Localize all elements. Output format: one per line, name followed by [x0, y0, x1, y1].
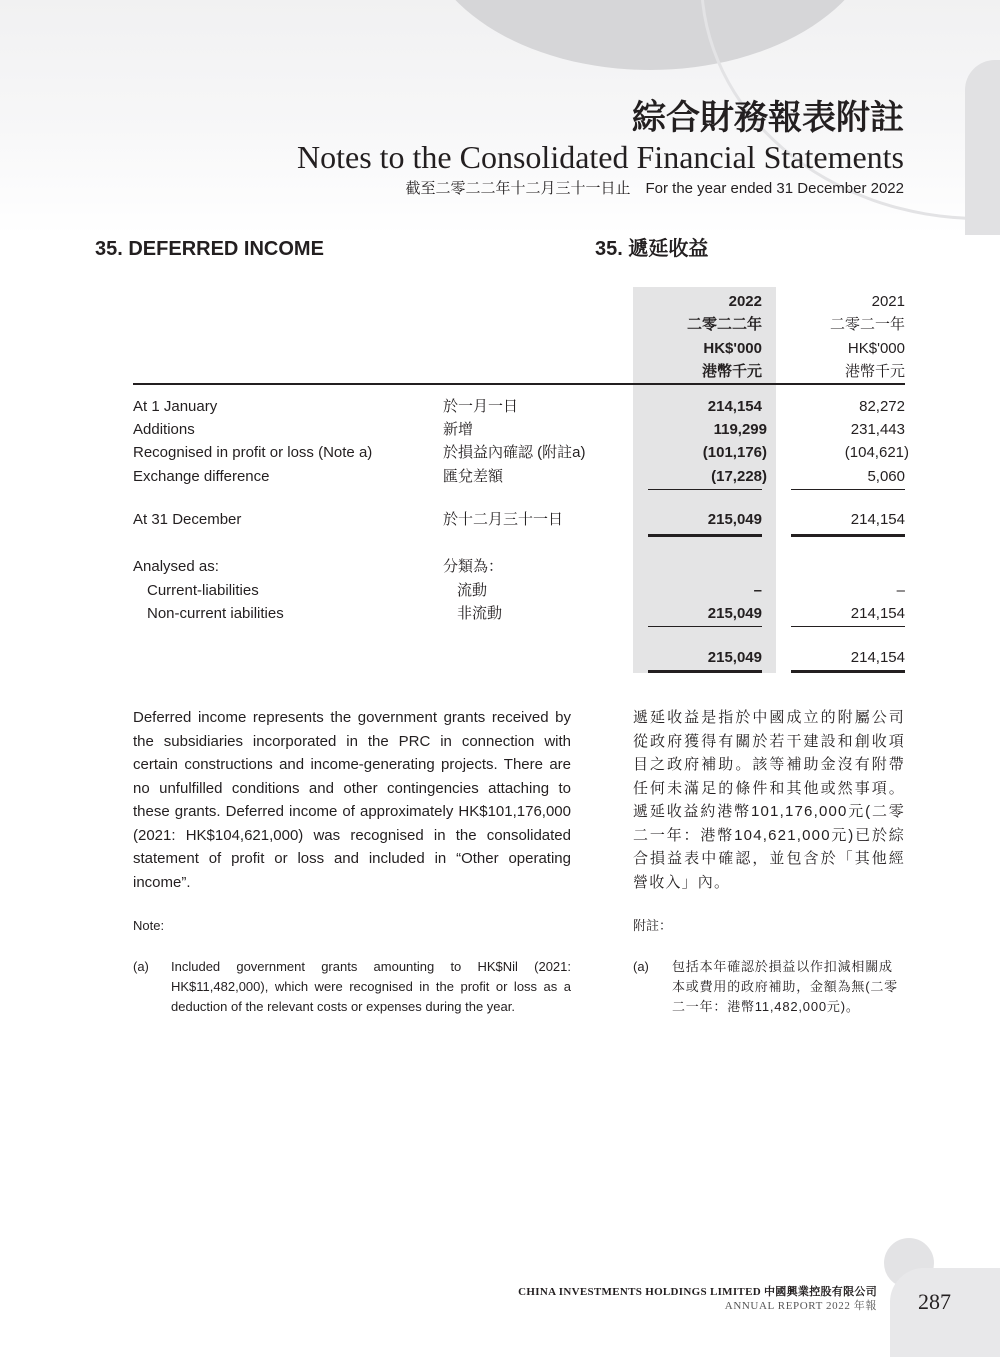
col-2021-year: 2021: [871, 293, 905, 310]
row-value-additions-2022: 119,299: [713, 421, 767, 438]
row-label-closing: At 31 December: [133, 511, 242, 528]
row-label-recognised: Recognised in profit or loss (Note a): [133, 444, 373, 461]
paragraph-cn: 遞延收益是指於中國成立的附屬公司從政府獲得有關於若干建設和創收項目之政府補助。該等補助金沒有附帶任何未滿足的條件和其他或然事項。遞延收益約港幣101,176,000元(二零二一年：港幣104,621,000元)已於綜合損益表中確認，並包含於「其他經營收入」內。: [633, 709, 905, 891]
row-value-closing-2022: 215,049: [707, 511, 762, 528]
note-text-cn: 包括本年確認於損益以作扣減相關成本或費用的政府補助，金額為無(二零二一年：港幣11,482,000元)。: [672, 959, 898, 1014]
col-2021-year-cn: 二零二一年: [829, 316, 905, 333]
footer-company: CHINA INVESTMENTS HOLDINGS LIMITED 中國興業控股有限公司: [518, 1286, 877, 1298]
row-value-noncurrent-2022: 215,049: [707, 605, 762, 622]
table-header-rule: [133, 383, 905, 385]
closing-double-rule-2022: [648, 534, 762, 537]
row-value-closing-2021: 214,154: [850, 511, 905, 528]
row-label-opening: At 1 January: [133, 398, 218, 415]
subtotal-rule-2022: [648, 489, 762, 490]
row-label-noncurrent: Non-current iabilities: [147, 605, 284, 622]
header-period: [405, 179, 904, 199]
subtotal-rule-2021: [791, 489, 905, 490]
col-2022-unit-cn: 港幣千元: [701, 363, 762, 380]
col-2022-year: 2022: [728, 293, 762, 310]
page-number: 287: [918, 1289, 951, 1314]
col-2022-unit: HK$'000: [703, 340, 762, 357]
header-period-en: For the year ended 31 December 2022: [645, 180, 904, 197]
row-value-exchange-2022: (17,228): [711, 468, 767, 485]
analysed-as-label: Analysed as:: [133, 558, 219, 575]
row-value-additions-2021: 231,443: [850, 421, 905, 438]
note-label-en: Note:: [133, 918, 165, 933]
row-label-current: Current-liabilities: [147, 582, 259, 599]
note-label-cn: 附註：: [633, 918, 673, 933]
row-label-current-cn: 流動: [457, 582, 488, 599]
row-label-exchange: Exchange difference: [133, 468, 270, 485]
row-label-additions: Additions: [133, 421, 195, 438]
closing-double-rule-2021: [791, 534, 905, 537]
section-title-cn: 35. 遞延收益: [595, 238, 709, 260]
note-text-en: Included government grants amounting to HK$Nil (2021: HK$11,482,000), which were recognised in the profit or loss as a deduction of the relevant costs or expenses during the year.: [171, 959, 571, 1014]
row-value-total-2021: 214,154: [850, 649, 905, 666]
row-value-current-2022: –: [753, 582, 762, 599]
paragraph-en: Deferred income represents the government grants received by the subsidiaries incorporated in the PRC in connection with certain constructions and income-generating projects. There are no unfulfilled conditions and other contingencies attaching to these grants. Deferred income of approximately HK$101,176,000 (2021: HK$104,621,000) was recognised in the consolidated statement of profit or loss and included in “Other operating income”.: [133, 709, 571, 891]
note-marker-en: (a): [133, 959, 149, 974]
header-title-cn: 綜合財務報表附註: [632, 99, 904, 137]
row-label-additions-cn: 新增: [443, 421, 474, 438]
row-value-recognised-2021: (104,621): [844, 444, 909, 461]
row-label-opening-cn: 於一月一日: [443, 398, 519, 415]
row-label-exchange-cn: 匯兌差額: [443, 468, 504, 485]
analysed-as-label-cn: 分類為：: [443, 558, 504, 575]
row-value-opening-2021: 82,272: [859, 398, 905, 415]
row-value-noncurrent-2021: 214,154: [850, 605, 905, 622]
note-marker-cn: (a): [633, 959, 649, 974]
row-value-recognised-2022: (101,176): [702, 444, 767, 461]
col-2022-year-cn: 二零二二年: [686, 316, 762, 333]
header-right-shape: [965, 60, 1000, 235]
col-2021-unit-cn: 港幣千元: [844, 363, 905, 380]
col-2021-unit: HK$'000: [847, 340, 905, 357]
analysis-rule-2022: [648, 626, 762, 627]
footer-report: ANNUAL REPORT 2022 年報: [724, 1300, 877, 1312]
row-value-opening-2022: 214,154: [707, 398, 762, 415]
row-label-noncurrent-cn: 非流動: [457, 605, 503, 622]
row-value-current-2021: –: [896, 582, 905, 599]
total-double-rule-2021: [791, 670, 905, 673]
section-title-en: 35. DEFERRED INCOME: [95, 238, 324, 260]
row-label-closing-cn: 於十二月三十一日: [443, 511, 564, 528]
row-value-exchange-2021: 5,060: [867, 468, 905, 485]
analysis-rule-2021: [791, 626, 905, 627]
row-value-total-2022: 215,049: [707, 649, 762, 666]
header-period-cn: 截至二零二二年十二月三十一日止: [405, 180, 631, 197]
row-label-recognised-cn: 於損益內確認 (附註a): [443, 444, 586, 461]
header-title-en: Notes to the Consolidated Financial Statements: [296, 139, 904, 175]
total-double-rule-2022: [648, 670, 762, 673]
